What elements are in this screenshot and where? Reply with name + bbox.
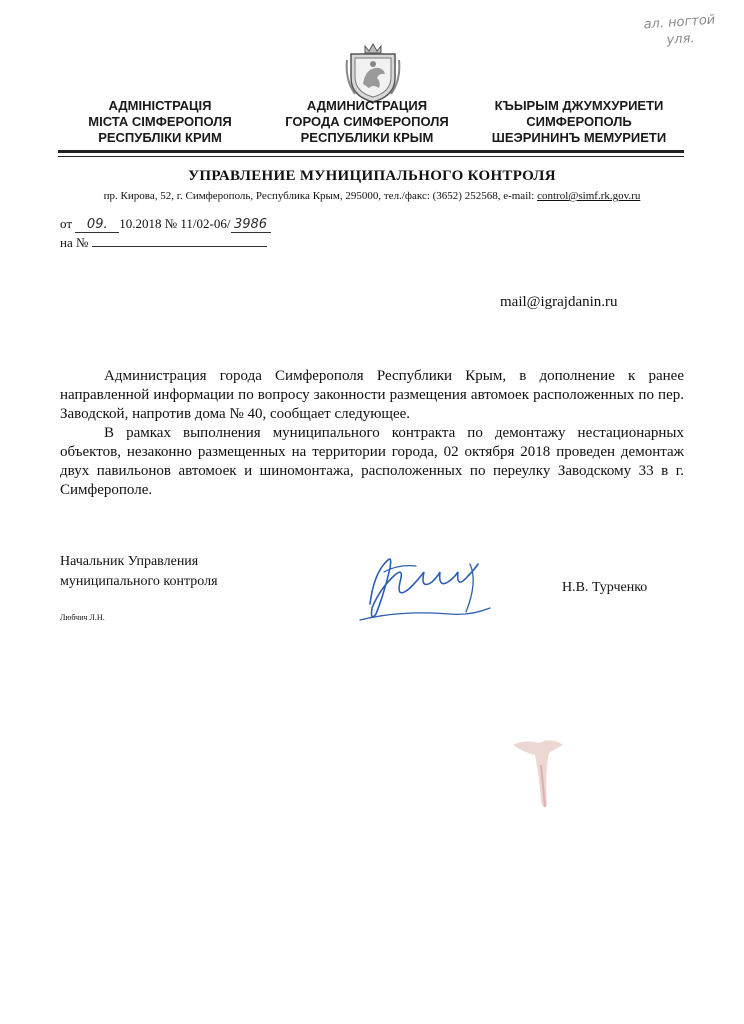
stamp-mark: [505, 735, 575, 815]
reference-day-handwritten: 09.: [75, 218, 119, 233]
reference-number-handwritten: 3986: [231, 218, 271, 233]
body-paragraph: Администрация города Симферополя Республики Крым, в дополнение к ранее направленной информации по вопросу законности размещения автомоек расположенных по пер. Заводской, напротив дома № 40, сообщает следующее.: [60, 368, 684, 422]
header-ukrainian-line: МІСТА СІМФЕРОПОЛЯ: [88, 114, 232, 129]
reference-to-blank: [92, 234, 267, 247]
signatory-title-line: муниципального контроля: [60, 574, 218, 589]
header-ukrainian-line: АДМІНІСТРАЦІЯ: [108, 98, 212, 113]
coat-of-arms-icon: [345, 40, 401, 104]
reference-date-number: 10.2018 № 11/02-06/: [119, 216, 231, 231]
department-contacts: [0, 190, 744, 202]
handwritten-note: [629, 11, 731, 52]
signatory-title: [60, 552, 218, 592]
header-crimean-tatar-line: ШЕЭРИНИНЪ МЕМУРИЕТИ: [491, 130, 667, 145]
header-russian-line: РЕСПУБЛИКИ КРЫМ: [300, 130, 434, 145]
header-crimean-tatar: [474, 98, 684, 146]
signatory-title-line: Начальник Управления: [60, 554, 199, 569]
signatory-name: Н.В. Турченко: [562, 580, 648, 595]
handwritten-note-line-2: уля.: [666, 31, 696, 48]
header-divider-thin: [58, 156, 684, 157]
header-russian-line: ГОРОДА СИМФЕРОПОЛЯ: [285, 114, 449, 129]
reference-to-label: на №: [60, 235, 89, 250]
handwritten-signature: [340, 542, 500, 632]
header-russian: [262, 98, 472, 146]
header-divider-thick: [58, 150, 684, 153]
recipient-email: mail@igrajdanin.ru: [500, 294, 618, 310]
header-ukrainian-line: РЕСПУБЛІКИ КРИМ: [98, 130, 222, 145]
header-crimean-tatar-line: СИМФЕРОПОЛЬ: [526, 114, 632, 129]
department-email: control@simf.rk.gov.ru: [537, 190, 641, 202]
header-russian-line: АДМИНИСТРАЦИЯ: [306, 98, 428, 113]
header-crimean-tatar-line: КЪЫРЫМ ДЖУМХУРИЕТИ: [494, 98, 664, 113]
letter-body: [60, 367, 684, 500]
reference-from-label: от: [60, 216, 73, 231]
department-address: пр. Кирова, 52, г. Симферополь, Республика Крым, 295000, тел./факс: (3652) 252568, e-mail:: [103, 190, 538, 202]
executor-name: Любчич Л.Н.: [60, 613, 105, 622]
header-ukrainian: [55, 98, 265, 146]
reference-from-row: [60, 216, 271, 233]
reference-to-row: [60, 234, 267, 251]
department-title: УПРАВЛЕНИЕ МУНИЦИПАЛЬНОГО КОНТРОЛЯ: [188, 168, 556, 184]
body-paragraph: В рамках выполнения муниципального контракта по демонтажу нестационарных объектов, незаконно размещенных на территории города, 02 октября 2018 проведен демонтаж двух павильонов автомоек и шиномонтажа, расположенных по переулку Заводскому 33 в г. Симферополе.: [60, 425, 684, 498]
handwritten-note-line-1: ал. ногтой: [643, 12, 716, 33]
